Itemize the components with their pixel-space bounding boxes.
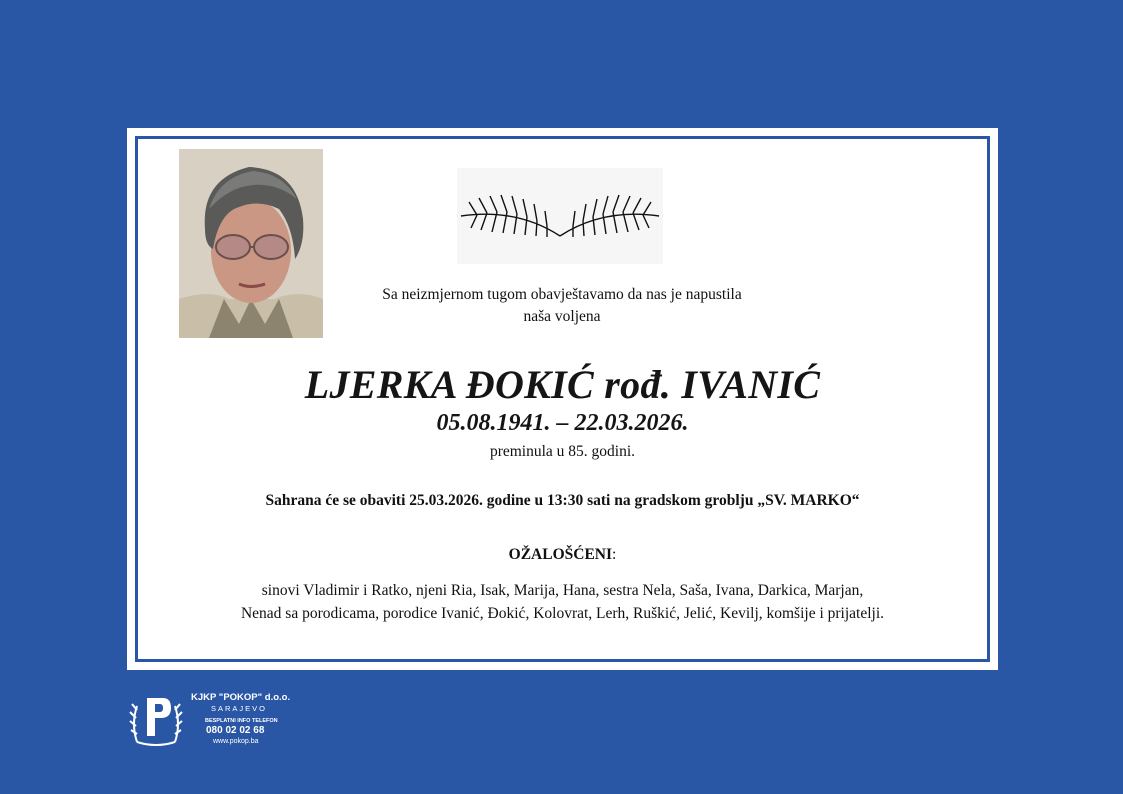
obituary-card [127,128,998,670]
company-name: KJKP "POKOP" d.o.o. [191,692,291,703]
funeral-details: Sahrana će se obaviti 25.03.2026. godine u 13:30 sati na gradskom groblju „SV. MARKO“ [265,492,860,509]
pokop-logo-icon [127,690,185,746]
intro-text-line2: naša voljena [523,308,601,325]
mourners-heading [127,546,998,564]
company-logo-block [127,690,327,750]
age-line: preminula u 85. godini. [489,443,636,460]
company-website[interactable]: www.pokop.ba [213,738,259,745]
info-phone-label: BESPLATNI INFO TELEFON [205,718,278,724]
intro-text-line1: Sa neizmjernom tugom obavještavamo da nas je napustila [382,286,742,303]
company-city: SARAJEVO [211,704,268,713]
mourners-line1: sinovi Vladimir i Ratko, njeni Ria, Isak, Marija, Hana, sestra Nela, Saša, Ivana, Darkica, Marjan, [261,582,864,599]
company-phone: 080 02 02 68 [206,725,265,736]
mourners-line2: Nenad sa porodicama, porodice Ivanić, Đokić, Kolovrat, Lerh, Ruškić, Jelić, Kevilj, komšije i prijatelji. [240,605,885,622]
life-dates: 05.08.1941. – 22.03.2026. [436,410,689,436]
mourners-colon: : [612,546,617,563]
deceased-name: LJERKA ĐOKIĆ rođ. IVANIĆ [304,362,821,407]
mourners-title: OŽALOŠĆENI [508,546,613,563]
palm-branches-icon [457,168,663,264]
